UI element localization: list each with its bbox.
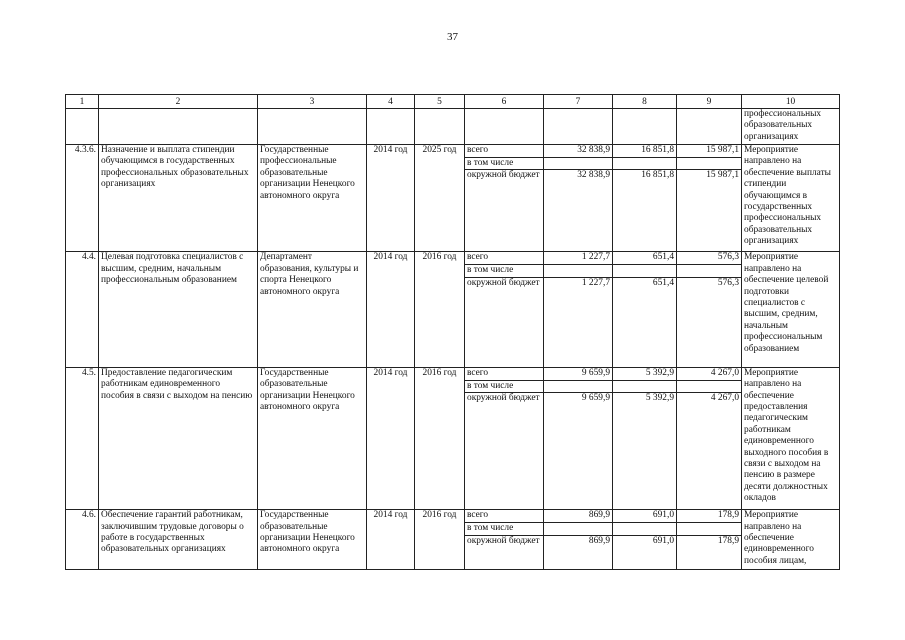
funding-total-label: всего bbox=[465, 252, 544, 265]
funding-total-label: всего bbox=[465, 145, 544, 158]
budget-value: 16 851,8 bbox=[613, 170, 677, 252]
budget-value: 178,9 bbox=[677, 535, 742, 569]
budget-value: 869,9 bbox=[544, 535, 613, 569]
start-year: 2014 год bbox=[367, 145, 415, 252]
total-value: 16 851,8 bbox=[613, 145, 677, 158]
funding-total-label: всего bbox=[465, 510, 544, 523]
budget-value: 691,0 bbox=[613, 535, 677, 569]
column-header: 10 bbox=[742, 95, 840, 109]
column-header: 7 bbox=[544, 95, 613, 109]
item-executor: Департамент образования, культуры и спорта Ненецкого автономного округа bbox=[258, 252, 367, 367]
total-value: 651,4 bbox=[613, 252, 677, 265]
table-row bbox=[66, 252, 840, 265]
funding-incl-label: в том числе bbox=[465, 265, 544, 277]
item-name: Предоставление педагогическим работникам единовременного пособия в связи с выходом на пенсию bbox=[99, 367, 258, 509]
item-executor: Государственные образовательные организации Ненецкого автономного округа bbox=[258, 367, 367, 509]
total-value: 1 227,7 bbox=[544, 252, 613, 265]
budget-value: 576,3 bbox=[677, 277, 742, 367]
total-value: 576,3 bbox=[677, 252, 742, 265]
item-number: 4.4. bbox=[66, 252, 99, 367]
start-year: 2014 год bbox=[367, 510, 415, 569]
column-header: 1 bbox=[66, 95, 99, 109]
column-header: 2 bbox=[99, 95, 258, 109]
column-header: 4 bbox=[367, 95, 415, 109]
total-value: 9 659,9 bbox=[544, 367, 613, 380]
note-cell: Мероприятие направлено на обеспечение предоставления педагогическим работникам единовременного выходного пособия в связи с выходом на пенсию в размере десяти должностных окладов bbox=[742, 367, 840, 509]
budget-value: 15 987,1 bbox=[677, 170, 742, 252]
item-number: 4.3.6. bbox=[66, 145, 99, 252]
page-number: 37 bbox=[447, 31, 458, 43]
item-name: Назначение и выплата стипендии обучающимся в государственных профессиональных образовательных организациях bbox=[99, 145, 258, 252]
funding-total-label: всего bbox=[465, 367, 544, 380]
funding-incl-label: в том числе bbox=[465, 523, 544, 535]
end-year: 2025 год bbox=[415, 145, 465, 252]
item-number: 4.6. bbox=[66, 510, 99, 569]
table-row bbox=[66, 510, 840, 523]
total-value: 32 838,9 bbox=[544, 145, 613, 158]
program-table bbox=[65, 94, 840, 570]
funding-incl-label: в том числе bbox=[465, 380, 544, 392]
budget-value: 651,4 bbox=[613, 277, 677, 367]
budget-value: 32 838,9 bbox=[544, 170, 613, 252]
item-executor: Государственные профессиональные образовательные организации Ненецкого автономного округа bbox=[258, 145, 367, 252]
note-cell: Мероприятие направлено на обеспечение целевой подготовки специалистов с высшим, средним, начальным профессиональным образованием bbox=[742, 252, 840, 367]
item-name: Обеспечение гарантий работникам, заключившим трудовые договоры о работе в государственных образовательных организациях bbox=[99, 510, 258, 569]
funding-incl-label: в том числе bbox=[465, 158, 544, 170]
continuation-row bbox=[66, 109, 840, 145]
note-cell: профессиональных образовательных организациях bbox=[742, 109, 840, 145]
total-value: 15 987,1 bbox=[677, 145, 742, 158]
funding-budget-label: окружной бюджет bbox=[465, 535, 544, 569]
item-executor: Государственные образовательные организации Ненецкого автономного округа bbox=[258, 510, 367, 569]
total-value: 5 392,9 bbox=[613, 367, 677, 380]
funding-budget-label: окружной бюджет bbox=[465, 170, 544, 252]
end-year: 2016 год bbox=[415, 510, 465, 569]
total-value: 869,9 bbox=[544, 510, 613, 523]
table-header-row bbox=[66, 95, 840, 109]
item-name: Целевая подготовка специалистов с высшим, средним, начальным профессиональным образованием bbox=[99, 252, 258, 367]
funding-budget-label: окружной бюджет bbox=[465, 277, 544, 367]
funding-budget-label: окружной бюджет bbox=[465, 393, 544, 510]
column-header: 5 bbox=[415, 95, 465, 109]
column-header: 3 bbox=[258, 95, 367, 109]
budget-value: 4 267,0 bbox=[677, 393, 742, 510]
note-cell: Мероприятие направлено на обеспечение выплаты стипендии обучающимся в государственных профессиональных образовательных организациях bbox=[742, 145, 840, 252]
budget-value: 1 227,7 bbox=[544, 277, 613, 367]
item-number: 4.5. bbox=[66, 367, 99, 509]
total-value: 4 267,0 bbox=[677, 367, 742, 380]
start-year: 2014 год bbox=[367, 252, 415, 367]
end-year: 2016 год bbox=[415, 367, 465, 509]
column-header: 6 bbox=[465, 95, 544, 109]
column-header: 9 bbox=[677, 95, 742, 109]
total-value: 178,9 bbox=[677, 510, 742, 523]
column-header: 8 bbox=[613, 95, 677, 109]
budget-value: 5 392,9 bbox=[613, 393, 677, 510]
end-year: 2016 год bbox=[415, 252, 465, 367]
budget-value: 9 659,9 bbox=[544, 393, 613, 510]
note-cell: Мероприятие направлено на обеспечение единовременного пособия лицам, bbox=[742, 510, 840, 569]
table-row bbox=[66, 145, 840, 158]
table-row bbox=[66, 367, 840, 380]
start-year: 2014 год bbox=[367, 367, 415, 509]
total-value: 691,0 bbox=[613, 510, 677, 523]
